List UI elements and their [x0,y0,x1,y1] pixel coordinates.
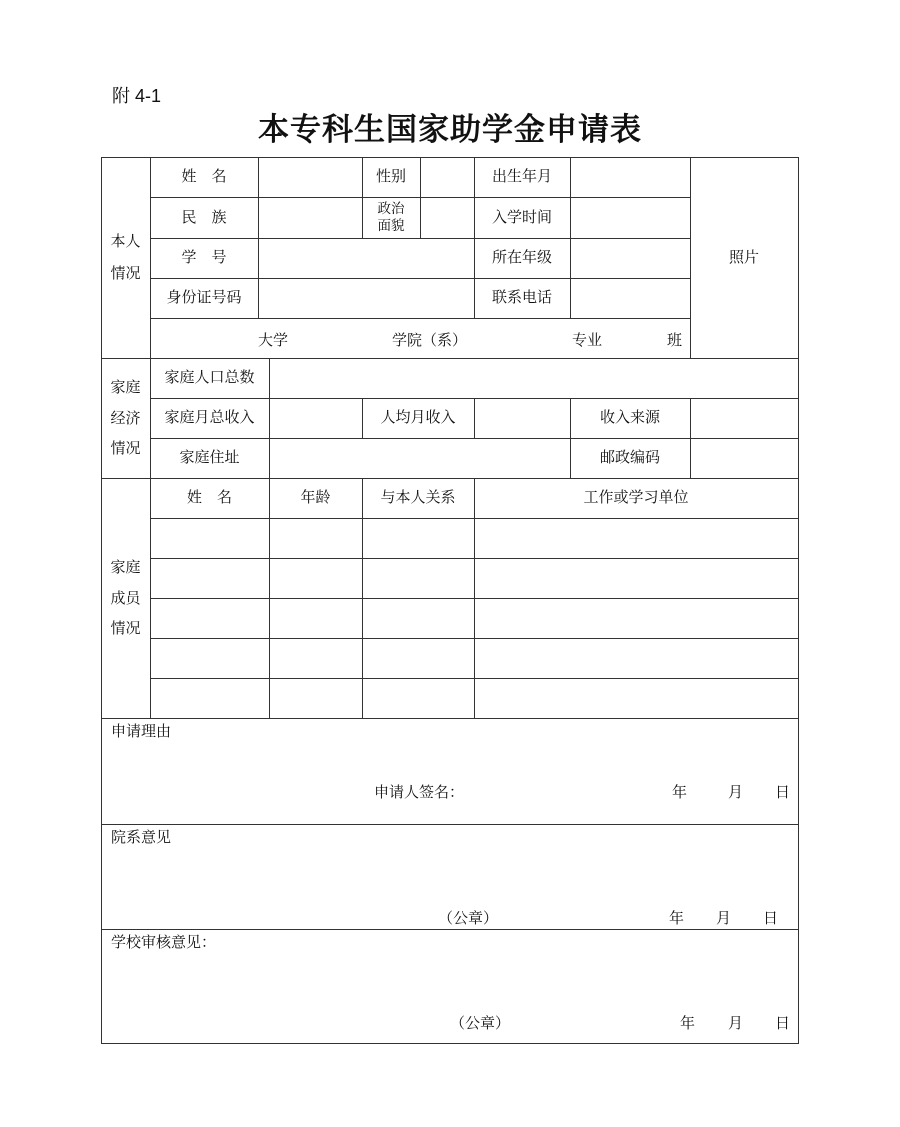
reason-input[interactable] [102,740,798,780]
enroll-input[interactable] [571,198,689,237]
reason-day: 日 [775,783,791,801]
income-source-label: 收入来源 [599,408,660,427]
school-review-input[interactable] [102,952,798,1007]
postcode-label: 邮政编码 [599,448,660,467]
department-month: 月 [716,909,732,927]
photo-box: 照片 [728,247,759,266]
school-day: 日 [775,1014,791,1032]
family-econ-line-2: 经济 [110,408,141,427]
reason-label: 申请理由 [111,722,172,740]
per-capita-label: 人均月收入 [380,408,456,427]
family-members-section-label [101,518,150,678]
gender-label: 性别 [375,167,406,186]
form-title: 本专科生国家助学金申请表 [258,112,642,148]
political-input[interactable] [421,198,473,237]
name-input[interactable] [259,158,361,196]
family-econ-line-1: 家庭 [110,377,141,396]
ethnicity-input[interactable] [259,198,361,237]
member-row-input[interactable] [151,599,798,637]
college-label: 学院（系） [392,331,468,349]
monthly-income-input[interactable] [270,399,361,437]
postcode-input[interactable] [691,439,798,477]
personal-section-label [101,157,150,358]
ethnicity-label: 民 族 [181,207,227,226]
phone-input[interactable] [571,279,689,317]
birth-label: 出生年月 [491,167,552,186]
population-input[interactable] [270,359,798,397]
political-label [362,197,420,238]
address-input[interactable] [270,439,569,477]
member-workplace-header: 工作或学习单位 [583,488,689,507]
per-capita-input[interactable] [475,399,569,437]
department-year: 年 [669,909,685,927]
student-id-label: 学 号 [181,248,227,267]
member-relation-header: 与本人关系 [380,488,456,507]
gender-input[interactable] [421,158,473,196]
id-number-input[interactable] [259,279,473,317]
enroll-label: 入学时间 [491,207,552,226]
member-row-input[interactable] [151,519,798,557]
phone-label: 联系电话 [491,288,552,307]
member-row-input[interactable] [151,639,798,677]
reason-month: 月 [728,783,744,801]
family-econ-line-3: 情况 [110,439,141,458]
member-name-header: 姓 名 [186,488,232,507]
political-line-2: 面貌 [377,217,405,234]
id-number-label: 身份证号码 [166,288,242,307]
department-opinion-label: 院系意见 [111,828,172,846]
family-members-line-3: 情况 [110,619,141,638]
grade-label: 所在年级 [491,248,552,267]
annex-label: 附 4-1 [112,86,162,106]
family-members-line-2: 成员 [110,588,141,607]
family-econ-section-label [101,358,150,478]
school-month: 月 [728,1014,744,1032]
personal-section-line-1: 本人 [110,232,141,250]
member-row-input[interactable] [151,559,798,597]
income-source-input[interactable] [691,399,798,437]
department-seal-label: （公章） [438,909,499,927]
member-age-header: 年龄 [300,488,331,507]
class-label: 班 [667,331,683,349]
grade-input[interactable] [571,239,689,277]
address-label: 家庭住址 [179,448,240,467]
personal-section-line-2: 情况 [110,263,141,282]
birth-input[interactable] [571,158,689,196]
political-line-1: 政治 [377,200,405,217]
department-opinion-input[interactable] [102,846,798,901]
university-label: 大学 [258,331,289,349]
family-members-line-1: 家庭 [110,557,141,576]
school-review-label: 学校审核意见： [111,933,217,951]
school-seal-label: （公章） [450,1014,511,1032]
school-year: 年 [680,1014,696,1032]
applicant-signature-label: 申请人签名： [374,783,465,801]
major-label: 专业 [572,331,603,349]
department-day: 日 [763,909,779,927]
member-row-input[interactable] [151,679,798,717]
student-id-input[interactable] [259,239,473,277]
monthly-income-label: 家庭月总收入 [164,408,255,427]
name-label: 姓 名 [181,167,227,186]
population-label: 家庭人口总数 [164,368,255,387]
reason-year: 年 [672,783,688,801]
